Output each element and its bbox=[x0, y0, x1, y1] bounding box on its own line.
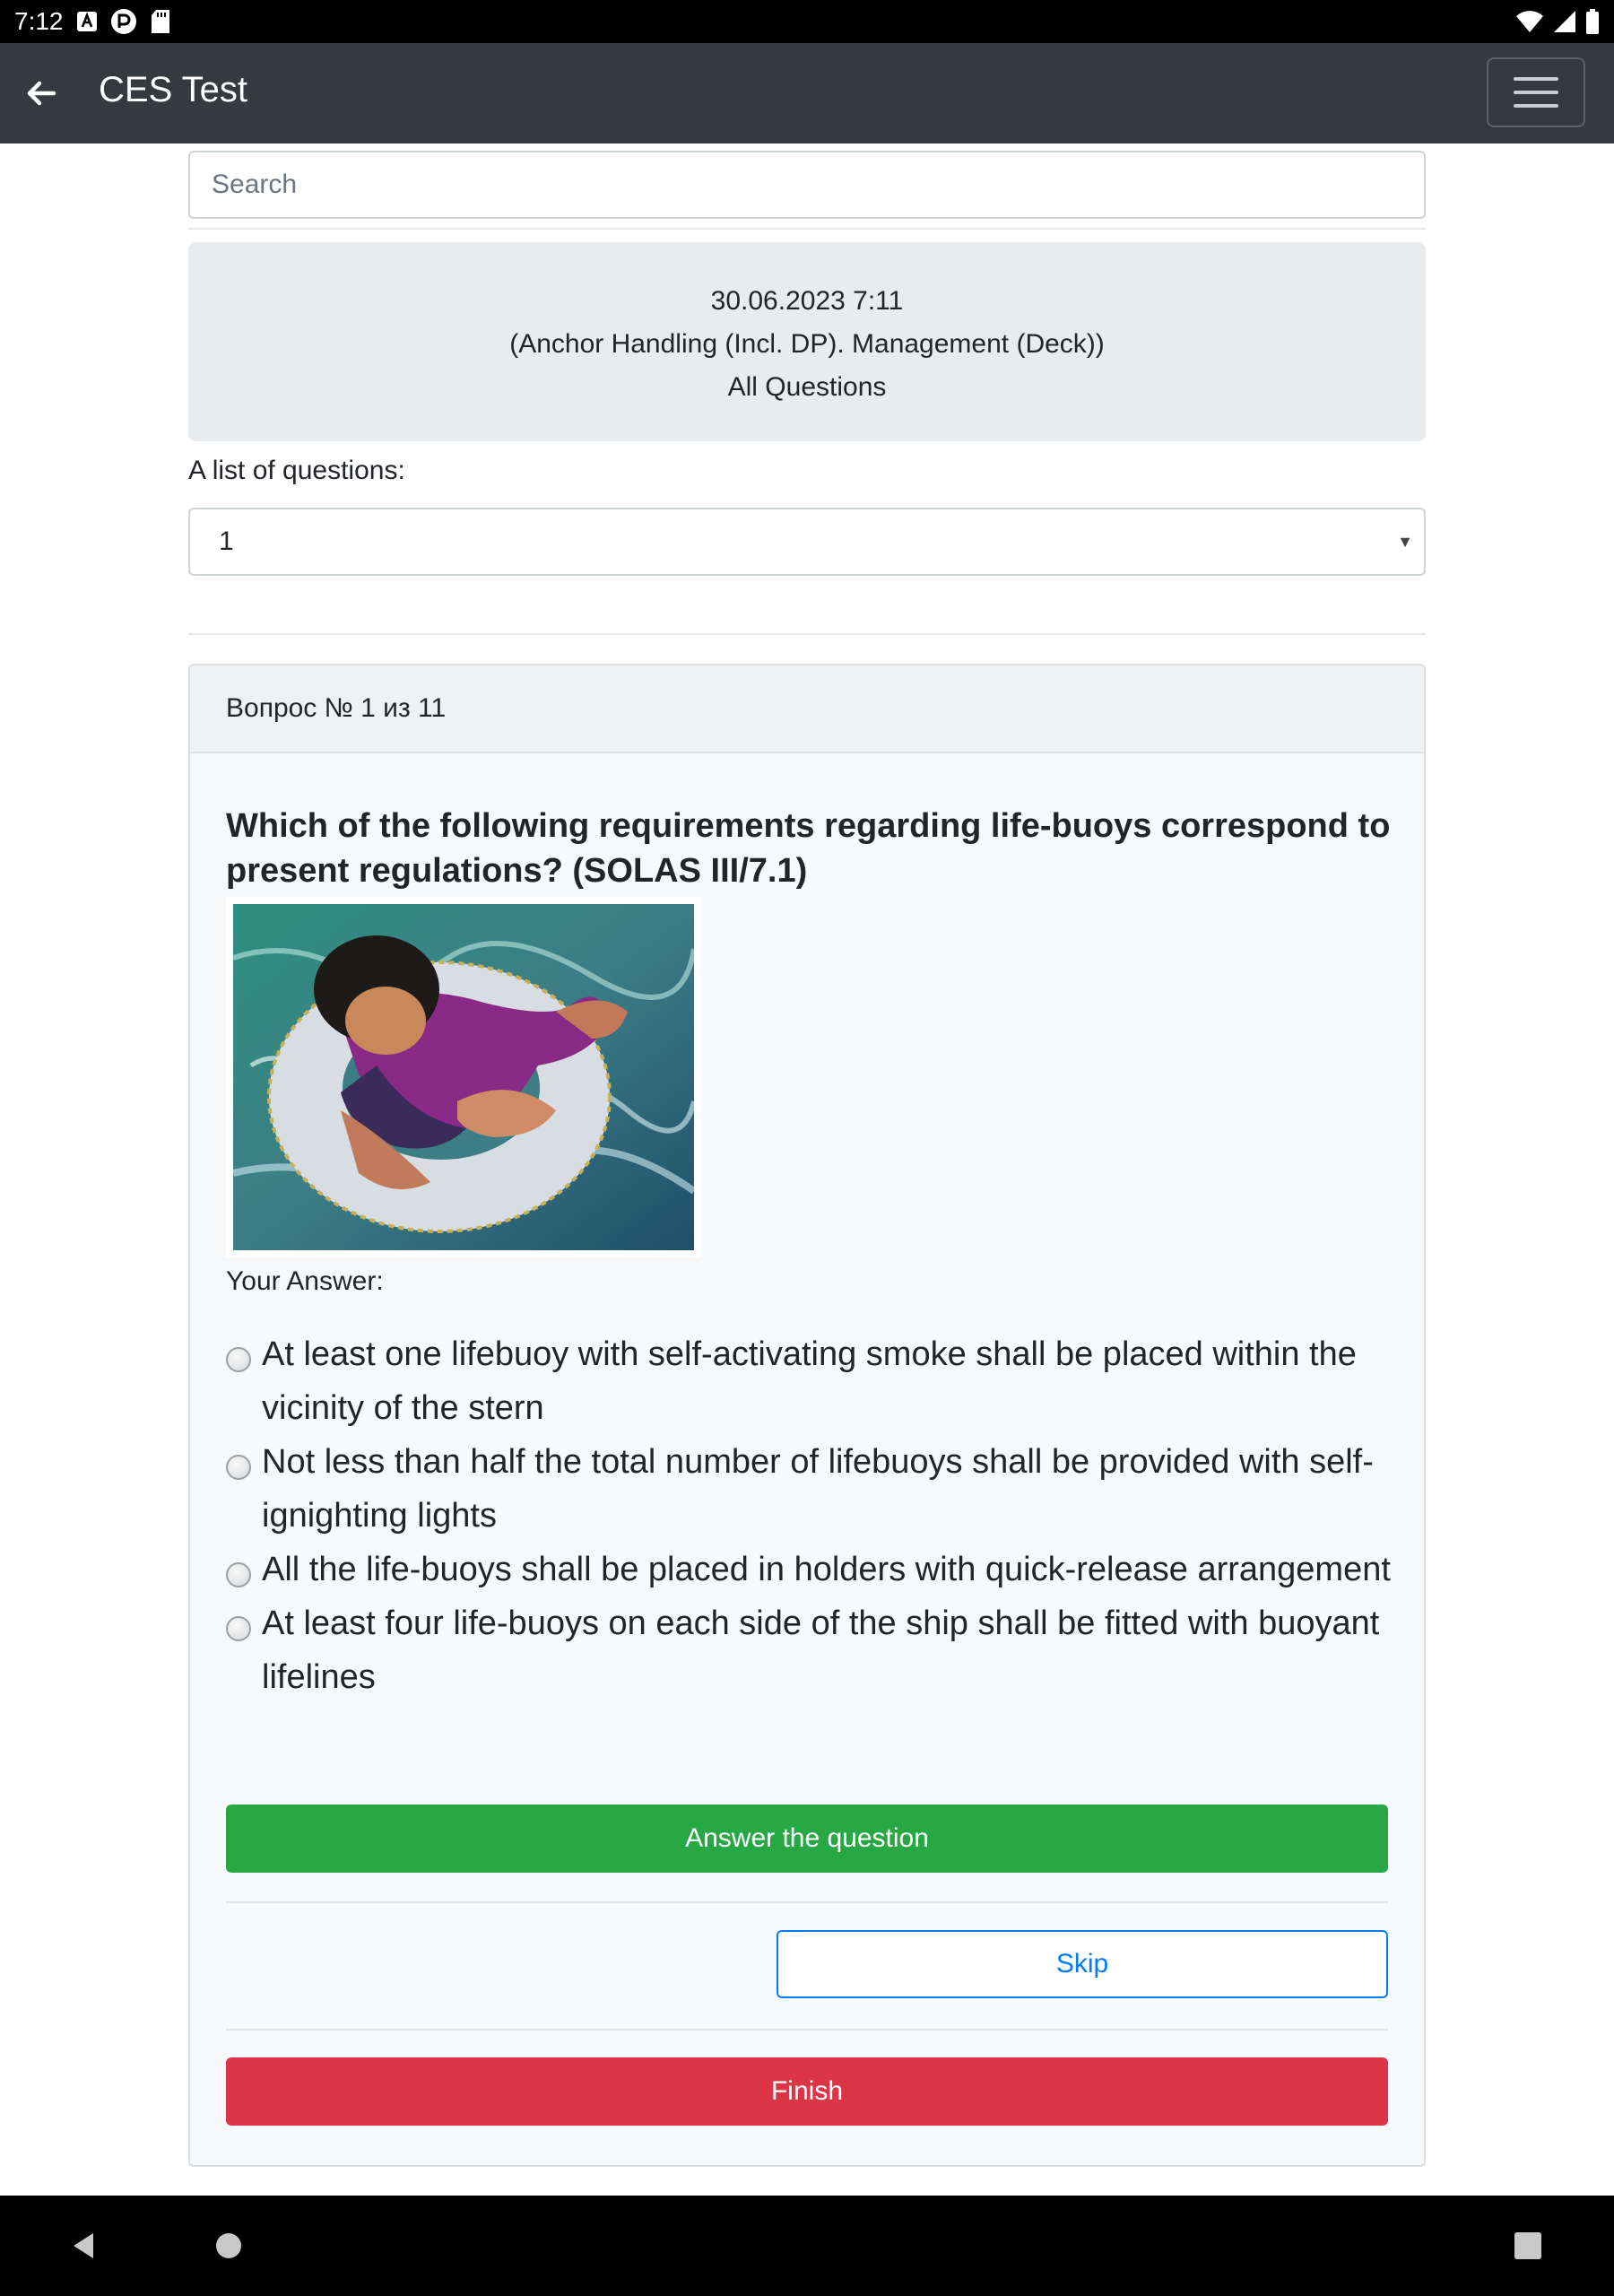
question-list-selected: 1 bbox=[219, 526, 234, 556]
answer-option[interactable] bbox=[226, 1327, 1392, 1435]
test-course: (Anchor Handling (Incl. DP). Management (Deck)) bbox=[509, 329, 1105, 359]
test-info-box bbox=[188, 242, 1426, 441]
app-bar bbox=[0, 43, 1614, 144]
search-input[interactable] bbox=[188, 151, 1426, 219]
answer-option[interactable] bbox=[226, 1543, 1392, 1596]
answer-option[interactable] bbox=[226, 1435, 1392, 1543]
hamburger-menu-button[interactable] bbox=[1487, 57, 1585, 127]
status-time: 7:12 bbox=[14, 7, 64, 35]
skip-button[interactable]: Skip bbox=[777, 1930, 1388, 1998]
answer-option-text: All the life-buoys shall be placed in holders with quick-release arrangement bbox=[262, 1551, 1391, 1588]
nav-back-icon[interactable] bbox=[66, 2228, 102, 2264]
your-answer-label: Your Answer: bbox=[226, 1266, 384, 1296]
test-date: 30.06.2023 7:11 bbox=[710, 286, 904, 316]
test-mode: All Questions bbox=[727, 372, 887, 402]
lifebuoy-illustration bbox=[233, 904, 694, 1250]
question-image bbox=[226, 897, 701, 1257]
status-left bbox=[14, 7, 171, 36]
nav-home-icon[interactable] bbox=[213, 2228, 249, 2264]
answer-option-text: At least one lifebuoy with self-activating smoke shall be placed within the vicinity of the stern bbox=[262, 1335, 1357, 1427]
question-list-select[interactable] bbox=[188, 508, 1426, 576]
question-text: Which of the following requirements regarding life-buoys correspond to present regulations? (SOLAS III/7.1) bbox=[226, 807, 1391, 890]
a-icon bbox=[76, 11, 98, 32]
radio-button[interactable] bbox=[226, 1562, 251, 1587]
divider bbox=[226, 1901, 1388, 1903]
divider bbox=[226, 2029, 1388, 2031]
wifi-icon bbox=[1515, 10, 1544, 33]
answer-button[interactable]: Answer the question bbox=[226, 1805, 1388, 1873]
answer-option-text: At least four life-buoys on each side of the ship shall be fitted with buoyant lifelines bbox=[262, 1605, 1380, 1696]
answer-option-text: Not less than half the total number of lifebuoys shall be provided with self-ignighting lights bbox=[262, 1443, 1374, 1535]
signal-icon bbox=[1553, 10, 1576, 33]
radio-button[interactable] bbox=[226, 1616, 251, 1641]
pocket-icon bbox=[110, 8, 137, 35]
answer-options bbox=[226, 1327, 1392, 1704]
nav-recents-icon[interactable] bbox=[1510, 2228, 1546, 2264]
finish-button[interactable]: Finish bbox=[226, 2057, 1388, 2126]
status-right bbox=[1515, 9, 1600, 34]
divider bbox=[188, 228, 1426, 230]
hamburger-icon bbox=[1514, 77, 1558, 81]
status-bar bbox=[0, 0, 1614, 43]
answer-option[interactable] bbox=[226, 1596, 1392, 1704]
arrow-left-icon[interactable] bbox=[22, 74, 61, 113]
app-title: CES Test bbox=[99, 70, 247, 109]
radio-button[interactable] bbox=[226, 1347, 251, 1372]
system-nav-bar bbox=[0, 2196, 1614, 2296]
sd-card-icon bbox=[150, 9, 171, 34]
question-card bbox=[188, 664, 1426, 2167]
battery-icon bbox=[1585, 9, 1600, 34]
question-counter: Вопрос № 1 из 11 bbox=[190, 665, 1424, 753]
divider bbox=[188, 633, 1426, 635]
caret-down-icon: ▼ bbox=[1397, 533, 1413, 551]
radio-button[interactable] bbox=[226, 1455, 251, 1480]
question-list-label: A list of questions: bbox=[188, 456, 405, 485]
